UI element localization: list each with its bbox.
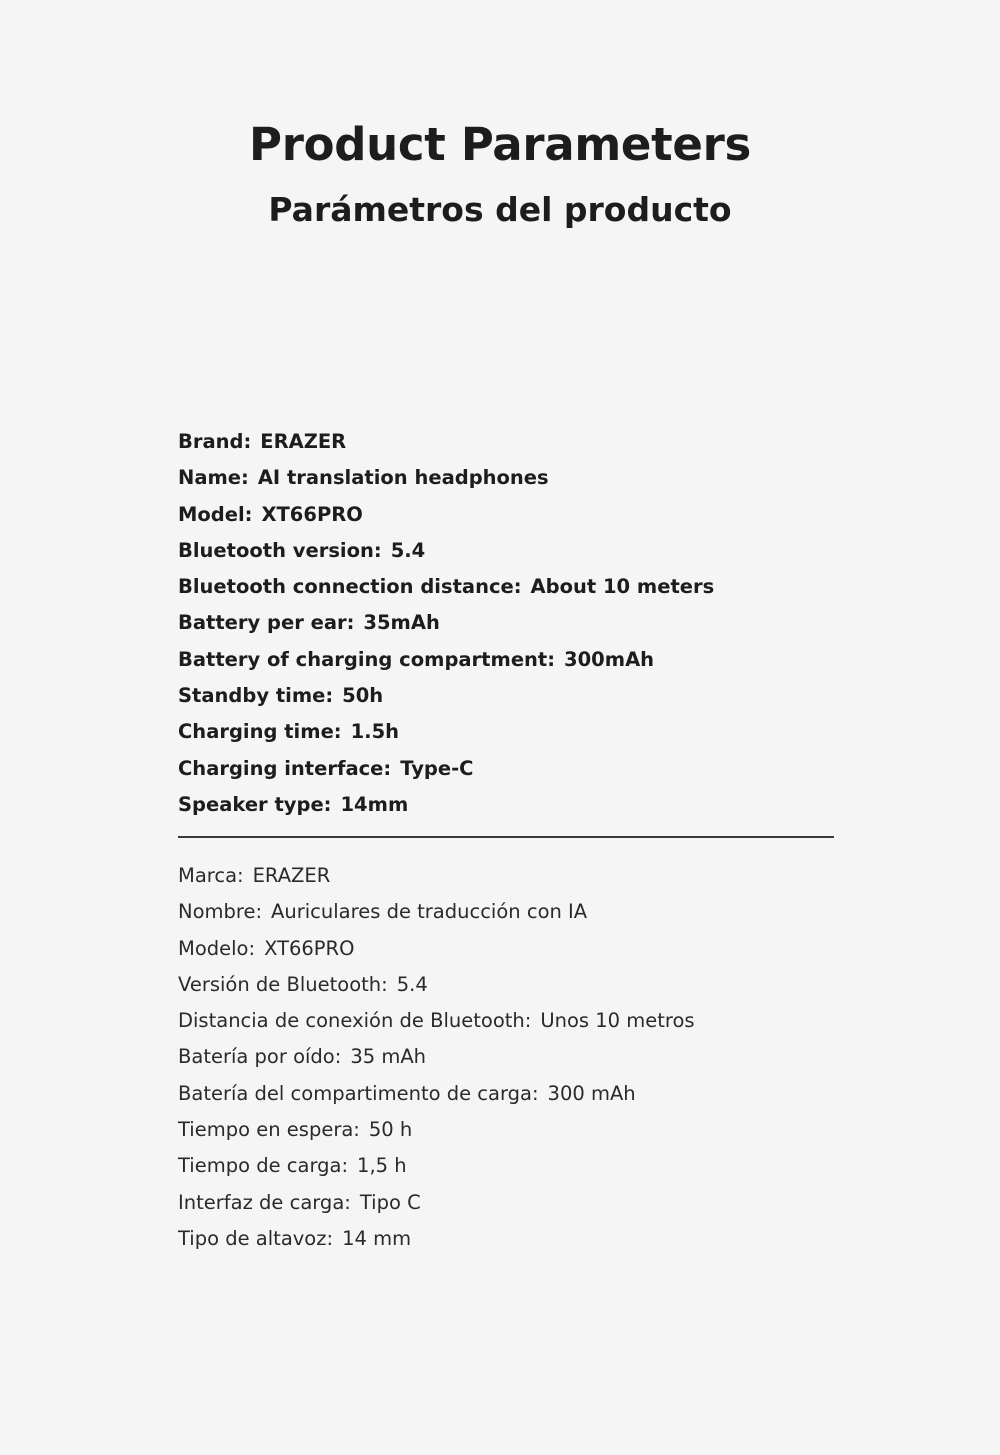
spec-label: Brand: — [178, 430, 252, 453]
spec-value: XT66PRO — [264, 936, 355, 960]
spec-value: ERAZER — [252, 864, 331, 887]
spec-label: Modelo: — [178, 936, 256, 960]
spec-label: Standby time: — [178, 684, 334, 708]
spec-row — [178, 714, 838, 750]
spec-row — [178, 1185, 838, 1221]
spec-label: Bluetooth version: — [178, 538, 382, 562]
spec-value: About 10 meters — [530, 575, 715, 599]
spec-row — [178, 787, 838, 823]
spec-row — [178, 931, 838, 967]
spec-label: Versión de Bluetooth: — [178, 972, 388, 996]
section-divider — [178, 836, 834, 838]
spec-value: 35mAh — [363, 611, 440, 635]
spec-label: Interfaz de carga: — [178, 1190, 351, 1214]
spec-value: 5.4 — [390, 538, 426, 562]
spec-label: Battery of charging compartment: — [178, 647, 556, 671]
spec-row — [178, 1003, 838, 1039]
spec-value: 35 mAh — [350, 1045, 427, 1069]
spec-value: ERAZER — [260, 430, 347, 453]
spec-label: Distancia de conexión de Bluetooth: — [178, 1009, 532, 1033]
spec-row — [178, 424, 838, 460]
spec-row — [178, 1076, 838, 1112]
spec-list-spanish — [178, 858, 838, 1257]
spec-value: 5.4 — [396, 972, 428, 996]
spec-label: Battery per ear: — [178, 611, 355, 635]
spec-row — [178, 605, 838, 641]
spec-label: Marca: — [178, 864, 244, 887]
spec-label: Charging time: — [178, 720, 342, 744]
spec-row — [178, 967, 838, 1003]
spec-row — [178, 894, 838, 930]
page-header — [0, 0, 1000, 230]
spec-value: 50 h — [368, 1118, 413, 1142]
spec-label: Bluetooth connection distance: — [178, 575, 522, 599]
spec-list-english — [178, 424, 838, 823]
spec-label: Batería del compartimento de carga: — [178, 1081, 539, 1105]
spec-row — [178, 858, 838, 894]
spec-value: 300 mAh — [547, 1081, 636, 1105]
spec-row — [178, 1221, 838, 1257]
spec-row — [178, 1039, 838, 1075]
spec-value: Tipo C — [359, 1190, 421, 1214]
spec-value: XT66PRO — [261, 502, 363, 526]
spec-row — [178, 751, 838, 787]
spec-value: 1,5 h — [357, 1154, 407, 1178]
spec-label: Speaker type: — [178, 792, 332, 816]
spec-row — [178, 678, 838, 714]
spec-row — [178, 642, 838, 678]
spec-value: Unos 10 metros — [540, 1009, 695, 1033]
spec-row — [178, 460, 838, 496]
spec-label: Tipo de altavoz: — [178, 1226, 334, 1250]
page-title-english: Product Parameters — [249, 118, 751, 171]
spec-row — [178, 1112, 838, 1148]
spec-row — [178, 533, 838, 569]
spec-value: Auriculares de traducción con IA — [271, 900, 588, 924]
spec-label: Charging interface: — [178, 756, 392, 780]
spec-label: Name: — [178, 466, 249, 490]
spec-label: Tiempo de carga: — [178, 1154, 349, 1178]
spec-value: 300mAh — [564, 647, 655, 671]
spec-label: Batería por oído: — [178, 1045, 342, 1069]
spec-value: 14mm — [340, 792, 409, 816]
spec-label: Nombre: — [178, 900, 263, 924]
spec-value: Type-C — [400, 756, 474, 780]
spec-value: 14 mm — [342, 1226, 412, 1250]
spec-label: Model: — [178, 502, 253, 526]
spec-value: 1.5h — [350, 720, 400, 744]
spec-label: Tiempo en espera: — [178, 1118, 360, 1142]
page-title-spanish: Parámetros del producto — [268, 190, 732, 229]
spec-row — [178, 1148, 838, 1184]
spec-row — [178, 569, 838, 605]
spec-value: 50h — [342, 684, 384, 708]
spec-row — [178, 497, 838, 533]
spec-value: AI translation headphones — [257, 466, 549, 490]
